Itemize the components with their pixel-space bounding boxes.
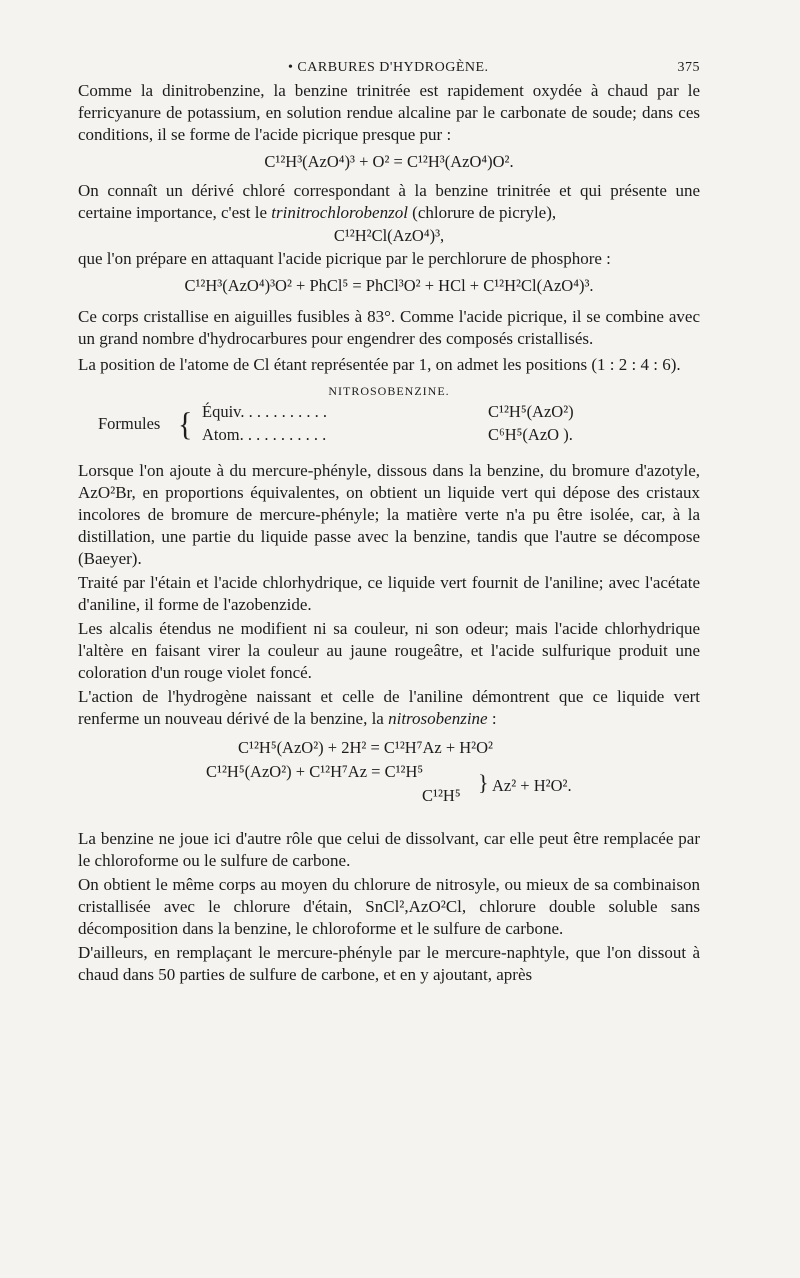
formules-label: Formules [98,414,161,433]
brace-icon: } [478,770,489,795]
formula-chlorure-picryle: C¹²H²Cl(AzO⁴)³, [333,226,445,245]
equation-block [78,738,700,820]
paragraph-12: D'ailleurs, en remplaçant le mercure-phényle par le mercure-naphtyle, que l'on dissout à chaud dans 50 parties de sulfure de carbone, et en y ajoutant, après [78,943,700,984]
paragraph-7: Traité par l'étain et l'acide chlorhydrique, ce liquide vert fournit de l'aniline; avec l'acétate d'aniline, il forme de l'azobenzide. [78,573,700,614]
running-title: • CARBURES D'HYDROGÈNE. [288,60,489,75]
formules-table [78,402,700,450]
paragraph-2: On connaît un dérivé chloré correspondant à la benzine trinitrée et qui présente une certaine importance, c'est le trinitrochlorobenzol (chlorure de picryle), [78,181,700,222]
paragraph-11: On obtient le même corps au moyen du chlorure de nitrosyle, ou mieux de sa combinaison cristallisée avec le chlorure d'étain, SnCl²,AzO²Cl, chlorure double soluble sans décomposition dans la benzine, le chloroforme et le sulfure de carbone. [78,875,700,938]
equation-tail: Az² + H²O². [492,776,572,795]
paragraph-9: L'action de l'hydrogène naissant et celle de l'aniline démontrent que ce liquide vert renferme un nouveau dérivé de la benzine, la nitrosobenzine : [78,687,700,728]
paragraph-6: Lorsque l'on ajoute à du mercure-phényle, dissous dans la benzine, du bromure d'azotyle, AzO²Br, en proportions équivalentes, on obtient un liquide vert qui dépose des cristaux incolores de bromure de mercure-phényle; la matière verte n'a pu être isolée, car, à la distillation, une partie du liquide passe avec la benzine, tandis que l'autre se décompose (Baeyer). [78,461,700,568]
formula-perchlorure: C¹²H³(AzO⁴)³O² + PhCl⁵ = PhCl³O² + HCl + C¹²H²Cl(AzO⁴)³. [184,276,594,295]
equation-3: C¹²H⁵ [422,786,461,805]
paragraph-3: que l'on prépare en attaquant l'acide picrique par le perchlorure de phosphore : [78,249,611,268]
page-number: 375 [677,60,700,75]
paragraph-4: Ce corps cristallise en aiguilles fusibles à 83°. Comme l'acide picrique, il se combine avec un grand nombre d'hydrocarbures pour engendrer des composés cristallisés. [78,307,700,348]
paragraph-10: La benzine ne joue ici d'autre rôle que celui de dissolvant, car elle peut être remplacée par le chloroforme ou le sulfure de carbone. [78,829,700,870]
section-heading: NITROSOBENZINE. [328,384,450,398]
paragraph-1: Comme la dinitrobenzine, la benzine trinitrée est rapidement oxydée à chaud par le ferricyanure de potassium, en solution rendue alcaline par le carbonate de soude; dans ces conditions, il se forme de l'acide picrique presque pur : [78,81,700,144]
equation-1: C¹²H⁵(AzO²) + 2H² = C¹²H⁷Az + H²O² [238,738,493,757]
atom-value: C⁶H⁵(AzO ). [488,425,573,444]
formula-oxydation: C¹²H³(AzO⁴)³ + O² = C¹²H³(AzO⁴)O². [264,152,514,171]
equation-2: C¹²H⁵(AzO²) + C¹²H⁷Az = C¹²H⁵ [206,762,424,781]
paragraph-8: Les alcalis étendus ne modifient ni sa couleur, ni son odeur; mais l'acide chlorhydrique l'altère en faisant virer la couleur au jaune rougeâtre, et l'acide sulfurique produit une coloration d'un rouge violet foncé. [78,619,700,682]
book-page [78,56,700,986]
brace-icon: { [178,406,193,443]
equiv-value: C¹²H⁵(AzO²) [488,402,574,421]
equiv-label: Équiv. . . . . . . . . . . [202,402,327,421]
atom-label: Atom. . . . . . . . . . . [202,425,327,444]
term-trinitrochlorobenzol: trinitrochlorobenzol [271,203,408,222]
page-header [78,56,700,80]
term-nitrosobenzine: nitrosobenzine [388,709,488,728]
paragraph-5: La position de l'atome de Cl étant représentée par 1, on admet les positions (1 : 2 : 4 : 6). [78,355,681,374]
